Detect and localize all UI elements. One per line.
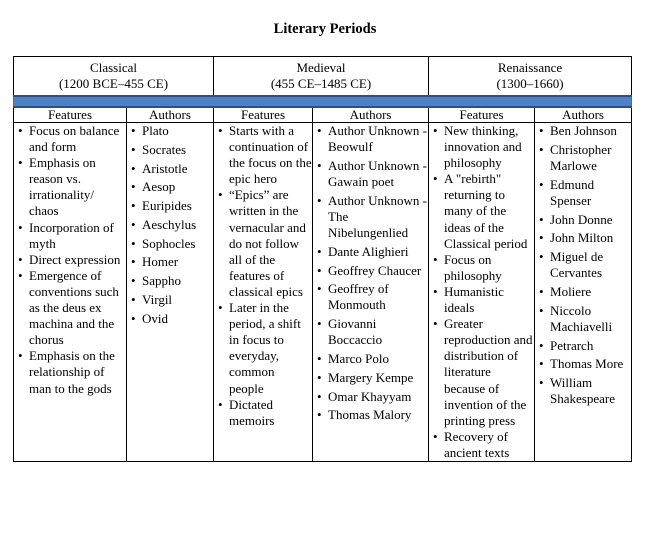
list-item: • Marco Polo [313, 351, 428, 367]
period-header-row [14, 57, 632, 97]
list-item: • “Epics” are written in the vernacular and do not follow all of the features of classical epics [214, 187, 312, 300]
list-item: • Edmund Spenser [535, 177, 631, 209]
authors-header: Authors [127, 107, 214, 123]
features-cell-renaissance [429, 123, 535, 462]
list-item: • Homer [127, 254, 213, 270]
list-item: • Giovanni Boccaccio [313, 316, 428, 348]
list-item: • Emphasis on reason vs. irrationality/ chaos [14, 155, 126, 219]
divider-band-row [14, 96, 632, 107]
features-header: Features [214, 107, 313, 123]
column-header-row [14, 107, 632, 123]
list-item: • Focus on balance and form [14, 123, 126, 155]
features-cell-classical [14, 123, 127, 462]
list-item: • Focus on philosophy [429, 252, 534, 284]
blue-divider-band [14, 96, 632, 107]
period-name: Medieval [296, 60, 346, 75]
list-item: • Author Unknown - Beowulf [313, 123, 428, 155]
period-range: (1300–1660) [496, 76, 564, 91]
authors-header: Authors [313, 107, 429, 123]
features-list [429, 123, 534, 461]
list-item: • Thomas More [535, 356, 631, 372]
list-item: • Sappho [127, 273, 213, 289]
list-item: • Emphasis on the relationship of man to the gods [14, 348, 126, 396]
page-title: Literary Periods [273, 21, 377, 37]
period-range: (1200 BCE–455 CE) [58, 76, 169, 91]
list-item: • Virgil [127, 292, 213, 308]
list-item: • John Milton [535, 230, 631, 246]
list-item: • Christopher Marlowe [535, 142, 631, 174]
list-item: • Author Unknown - Gawain poet [313, 158, 428, 190]
features-header: Features [14, 107, 127, 123]
authors-cell-medieval [313, 123, 429, 462]
period-header-medieval [214, 57, 429, 97]
list-item: • Miguel de Cervantes [535, 249, 631, 281]
list-item: • Aristotle [127, 161, 213, 177]
features-cell-medieval [214, 123, 313, 462]
list-item: • Aeschylus [127, 217, 213, 233]
list-item: • Omar Khayyam [313, 389, 428, 405]
authors-header: Authors [535, 107, 632, 123]
list-item: • Emergence of conventions such as the deus ex machina and the chorus [14, 268, 126, 348]
list-item: • New thinking, innovation and philosophy [429, 123, 534, 171]
list-item: • Direct expression [14, 252, 126, 268]
period-range: (455 CE–1485 CE) [270, 76, 372, 91]
list-item: • Later in the period, a shift in focus to everyday, common people [214, 300, 312, 397]
list-item: • Incorporation of myth [14, 220, 126, 252]
list-item: • Thomas Malory [313, 407, 428, 423]
list-item: • Starts with a continuation of the focus on the epic hero [214, 123, 312, 187]
list-item: • Geoffrey of Monmouth [313, 281, 428, 313]
authors-list [535, 123, 631, 407]
list-item: • Geoffrey Chaucer [313, 263, 428, 279]
list-item: • Aesop [127, 179, 213, 195]
list-item: • Dictated memoirs [214, 397, 312, 429]
list-item: • Recovery of ancient texts [429, 429, 534, 461]
list-item: • Plato [127, 123, 213, 139]
list-item: • Dante Alighieri [313, 244, 428, 260]
features-list [14, 123, 126, 397]
period-name: Renaissance [497, 60, 563, 75]
list-item: • John Donne [535, 212, 631, 228]
authors-cell-classical [127, 123, 214, 462]
period-name: Classical [90, 60, 137, 75]
authors-list [313, 123, 428, 423]
list-item: • Niccolo Machiavelli [535, 303, 631, 335]
features-header: Features [429, 107, 535, 123]
list-item: • Petrarch [535, 338, 631, 354]
list-item: • Greater reproduction and distribution of literature because of invention of the printing press [429, 316, 534, 429]
features-list [214, 123, 312, 429]
list-item: • Euripides [127, 198, 213, 214]
authors-list [127, 123, 213, 327]
period-header-renaissance [429, 57, 632, 97]
list-item: • Socrates [127, 142, 213, 158]
list-item: • Humanistic ideals [429, 284, 534, 316]
literary-periods-table [13, 56, 632, 462]
period-header-classical [14, 57, 214, 97]
list-item: • Ben Johnson [535, 123, 631, 139]
list-item: • Sophocles [127, 236, 213, 252]
content-row [14, 123, 632, 462]
list-item: • Moliere [535, 284, 631, 300]
authors-cell-renaissance [535, 123, 632, 462]
list-item: • Margery Kempe [313, 370, 428, 386]
list-item: • William Shakespeare [535, 375, 631, 407]
list-item: • Ovid [127, 311, 213, 327]
list-item: • Author Unknown - The Nibelungenlied [313, 193, 428, 241]
list-item: • A "rebirth" returning to many of the ideas of the Classical period [429, 171, 534, 251]
